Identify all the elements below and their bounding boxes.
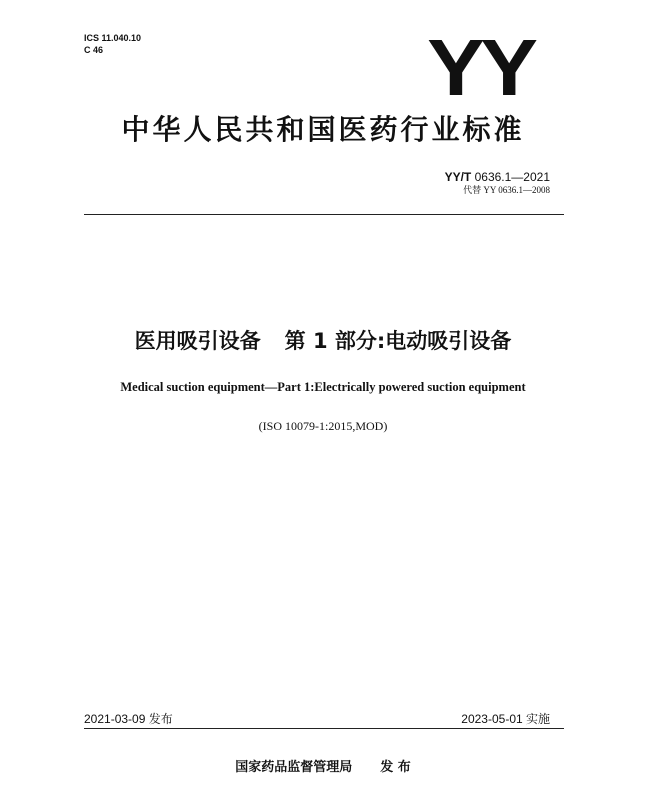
issuer-name: 国家药品监督管理局: [235, 760, 353, 775]
standard-code: 0636.1—2021: [474, 170, 550, 184]
document-title-cn: [0, 326, 646, 356]
issue-date: 2021-03-09 发布: [84, 712, 173, 726]
title-main: 医用吸引设备: [134, 329, 261, 353]
title-part: 第 1 部分:电动吸引设备: [284, 329, 512, 353]
replaces-note: 代替 YY 0636.1—2008: [463, 185, 550, 195]
ics-number: ICS 11.040.10: [84, 33, 142, 43]
standard-prefix: YY/T: [444, 170, 472, 184]
issuer-line: [0, 759, 646, 777]
standard-class-title: 中华人民共和国医药行业标准: [121, 113, 525, 146]
ics-code-block: [84, 32, 141, 56]
yy-logo: YY: [427, 23, 534, 112]
standard-number: [445, 170, 550, 185]
footer-divider: [84, 728, 564, 729]
implement-date: 2023-05-01 实施: [461, 712, 550, 726]
issuer-action: 发 布: [380, 760, 411, 775]
document-title-en: Medical suction equipment—Part 1:Electrically powered suction equipment: [120, 380, 526, 394]
header-divider: [84, 214, 564, 215]
ccs-number: C 46: [84, 45, 104, 55]
adoption-note: (ISO 10079-1:2015,MOD): [258, 419, 388, 433]
